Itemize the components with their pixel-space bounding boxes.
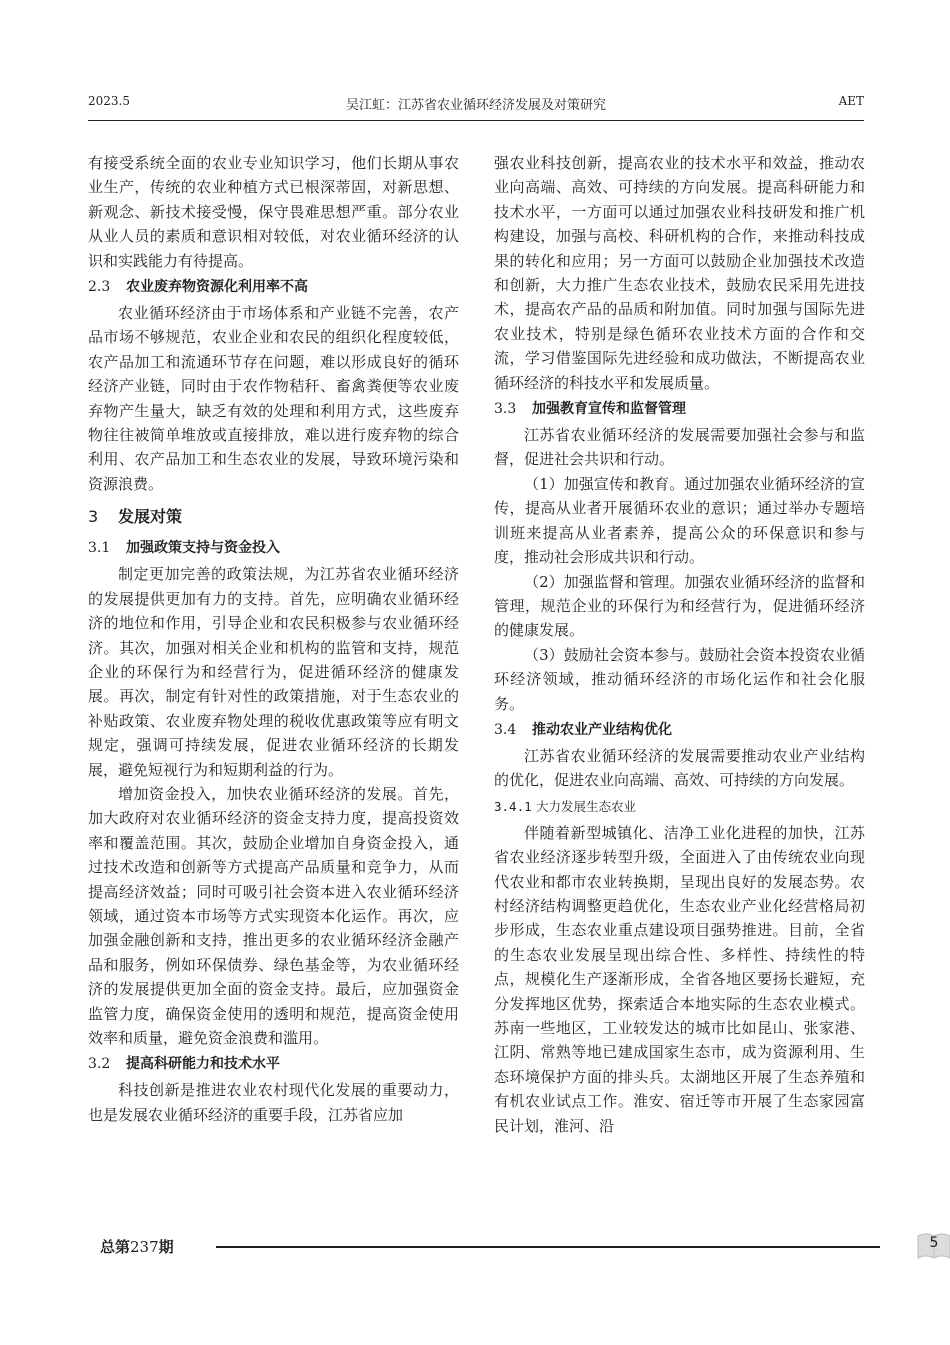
- section-number: 3.4: [494, 721, 517, 738]
- paragraph: 有接受系统全面的农业专业知识学习，他们长期从事农业生产，传统的农业种植方式已根深蒂固，对新思想、新观念、新技术接受慢，保守畏难思想严重。部分农业从业人员的素质和意识相对较低，对农业循环经济的认识和实践能力有待提高。: [88, 154, 459, 270]
- section-number: 3: [88, 507, 99, 527]
- section-heading-3-1: [88, 536, 459, 560]
- section-heading-3-4: [494, 718, 865, 742]
- paragraph: （3）鼓励社会资本参与。鼓励社会资本投资农业循环经济领域，推动循环经济的市场化运作和社会化服务。: [494, 645, 865, 713]
- paragraph: 江苏省农业循环经济的发展需要加强社会参与和监督，促进社会共识和行动。: [494, 426, 865, 469]
- page-footer: [100, 1234, 939, 1264]
- section-number: 3.3: [494, 401, 517, 418]
- right-column: [494, 151, 865, 1138]
- header-title: 吴江虹：江苏省农业循环经济发展及对策研究: [345, 98, 606, 113]
- paragraph: 农业循环经济由于市场体系和产业链不完善，农产品市场不够规范，农业企业和农民的组织化程度较低，农产品加工和流通环节存在问题，难以形成良好的循环经济产业链，同时由于农作物秸秆、畜禽粪便等农业废弃物产生量大，缺乏有效的处理和利用方式，这些废弃物往往被简单堆放或直接排放，难以进行废弃物的综合利用、农产品加工和生态农业的发展，导致环境污染和资源浪费。: [88, 304, 459, 493]
- section-number: 2.3: [88, 279, 111, 296]
- issue-suffix: 期: [158, 1238, 174, 1256]
- header-journal: AET: [838, 94, 864, 108]
- section-heading-3-2: [88, 1052, 459, 1076]
- section-number: 3.2: [88, 1056, 111, 1073]
- section-number: 3.1: [88, 540, 111, 557]
- paragraph: （2）加强监督和管理。加强农业循环经济的监督和管理，规范企业的环保行为和经营行为，促进循环经济的健康发展。: [494, 572, 865, 640]
- section-title: 发展对策: [118, 507, 183, 527]
- section-title: 提高科研能力和技术水平: [126, 1056, 280, 1073]
- issue-prefix: 总第: [100, 1238, 131, 1256]
- paragraph: （1）加强宣传和教育。通过加强农业循环经济的宣传，提高从业者开展循环农业的意识；通过举办专题培训班来提高从业者素养，提高公众的环保意识和参与度，推动社会形成共识和行动。: [494, 474, 865, 567]
- issue-number: 237: [130, 1238, 159, 1256]
- section-heading-3: [88, 502, 459, 532]
- header-date: 2023.5: [88, 94, 130, 108]
- header-rule: [88, 120, 864, 121]
- footer-rule: [216, 1246, 880, 1248]
- paragraph: 科技创新是推进农业农村现代化发展的重要动力，也是发展农业循环经济的重要手段，江苏省应加: [88, 1081, 459, 1124]
- issue-label: [100, 1236, 174, 1257]
- paragraph: 伴随着新型城镇化、洁净工业化进程的加快，江苏省农业经济逐步转型升级，全面进入了由传统农业向现代农业和都市农业转换期，呈现出良好的发展态势。农村经济结构调整更趋优化，生态农业产业化经营格局初步形成，生态农业重点建设项目强势推进。目前，全省的生态农业发展呈现出综合性、多样性、持续性的特点，规模化生产逐渐形成，全省各地区要扬长避短，充分发挥地区优势，探索适合本地实际的生态农业模式。苏南一些地区，工业较发达的城市比如昆山、张家港、江阴、常熟等地已建成国家生态市，成为资源利用、生态环境保护方面的排头兵。太湖地区开展了生态养殖和有机农业试点工作。淮安、宿迁等市开展了生态家园富民计划，淮河、沿: [494, 823, 865, 1135]
- section-title: 推动农业产业结构优化: [532, 721, 672, 738]
- paragraph: 江苏省农业循环经济的发展需要推动农业产业结构的优化，促进农业向高端、高效、可持续的方向发展。: [494, 746, 865, 790]
- section-title: 加强政策支持与资金投入: [126, 540, 280, 557]
- page-number-badge: [914, 1230, 950, 1264]
- running-header: [88, 94, 864, 120]
- paragraph: 增加资金投入，加快农业循环经济的发展。首先，加大政府对农业循环经济的资金支持力度，提高投资效率和覆盖范围。其次，鼓励企业增加自身资金投入，通过技术改造和创新等方式提高产品质量和竞争力，从而提高经济效益；同时可吸引社会资本进入农业循环经济领域，通过资本市场等方式实现资本化运作。再次，应加强金融创新和支持，推出更多的农业循环经济金融产品和服务，例如环保债券、绿色基金等，为农业循环经济的发展提供更加全面的资金支持。最后，应加强资金监管力度，确保资金使用的透明和规范，提高资金使用效率和质量，避免资金浪费和滥用。: [88, 784, 459, 1047]
- paragraph: 制定更加完善的政策法规，为江苏省农业循环经济的发展提供更加有力的支持。首先，应明确农业循环经济的地位和作用，引导企业和农民积极参与农业循环经济。其次，加强对相关企业和机构的监管和支持，规范企业的环保行为和经营行为，促进循环经济的健康发展。再次，制定有针对性的政策措施，对于生态农业的补贴政策、农业废弃物处理的税收优惠政策等应有明文规定，强调可持续发展，促进农业循环经济的长期发展，避免短视行为和短期利益的行为。: [88, 565, 459, 779]
- page-number: 5: [929, 1235, 939, 1251]
- section-heading-2-3: [88, 275, 459, 299]
- left-column: [88, 151, 459, 1127]
- paragraph: 强农业科技创新，提高农业的技术水平和效益，推动农业向高端、高效、可持续的方向发展。提高科研能力和技术水平，一方面可以通过加强农业科技研发和推广机构建设，加强与高校、科研机构的合作，来推动科技成果的转化和应用；另一方面可以鼓励企业加强技术改造和创新，大力推广生态农业技术，鼓励农民采用先进技术，提高农产品的品质和附加值。同时加强与国际先进农业技术，特别是绿色循环农业技术方面的合作和交流，学习借鉴国际先进经验和成功做法，不断提高农业循环经济的科技水平和发展质量。: [494, 154, 865, 392]
- section-title: 农业废弃物资源化利用率不高: [126, 279, 308, 296]
- section-heading-3-4-1: [494, 795, 865, 819]
- section-heading-3-3: [494, 397, 865, 421]
- section-title: 加强教育宣传和监督管理: [532, 401, 686, 418]
- section-title: 大力发展生态农业: [536, 798, 637, 814]
- section-number: 3.4.1: [494, 798, 532, 814]
